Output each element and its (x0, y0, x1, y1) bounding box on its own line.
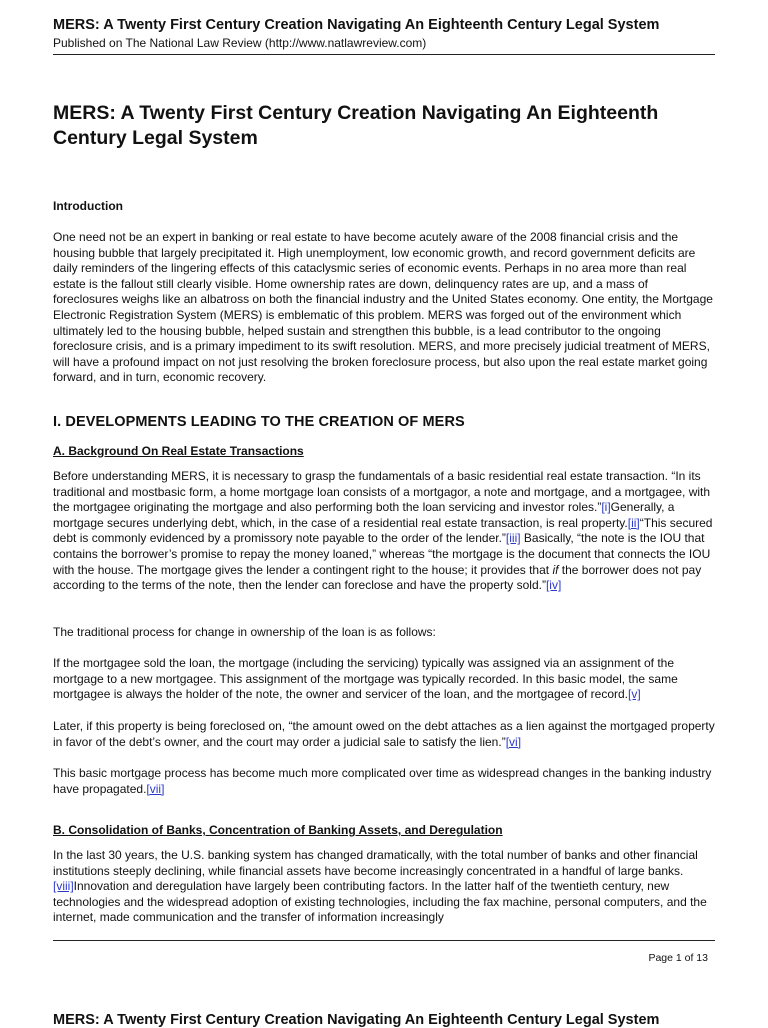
page-header (53, 16, 715, 51)
paragraph-b1 (53, 848, 715, 926)
intro-heading: Introduction (53, 199, 123, 213)
footer-divider (53, 940, 715, 941)
header-published-line: Published on The National Law Review (http://www.natlawreview.com) (53, 36, 427, 50)
paragraph-a1-text-1: Before understanding MERS, it is necessary to grasp the fundamentals of a basic residential real estate transaction. “In its traditional and mostbasic form, a home mortgage loan consists of a mortgagor, a note and mortgage, and a mortgagee, with the mortgagee originating the mortgage and also performing both the loan servicing and investor roles.” (53, 469, 711, 515)
subsection-a-heading: A. Background On Real Estate Transactions (53, 444, 304, 458)
footnote-link-iii[interactable]: [iii] (505, 531, 521, 546)
paragraph-a3-text: If the mortgagee sold the loan, the mortgage (including the servicing) typically was assigned via an assignment of the mortgage to a new mortgagee. This assignment of the mortgage was typically recorded. In this basic model, the same mortgagee is always the holder of the note, the owner and servicer of the loan, and the mortgagee of record. (53, 656, 678, 702)
article-body (53, 101, 715, 925)
paragraph-a3 (53, 656, 715, 703)
paragraph-a5-text: This basic mortgage process has become much more complicated over time as widespread changes in the banking industry have propagated. (53, 766, 712, 796)
intro-paragraph: One need not be an expert in banking or real estate to have become acutely aware of the 2008 financial crisis and the housing bubble that largely precipitated it. High unemployment, low economic growth, and record government deficits are daily reminders of the lingering effects of this cataclysmic series of economic events. Perhaps in no area more than real estate is the fallout still clearly visible. Home ownership rates are down, delinquency rates are up, and a mass of foreclosures weighs like an albatross on both the financial industry and the United States economy. One entity, the Mortgage Electronic Registration System (MERS) is emblematic of this problem. MERS was forged out of the environment which ultimately led to the housing bubble, helped sustain and strengthen this bubble, is a lead contributor to the ongoing foreclosure crisis, and is a primary impediment to its swift resolution. MERS, and more precisely judicial treatment of MERS, will have a profound impact on not just resolving the broken foreclosure process, but also upon the real estate market going forward, and in turn, economic recovery. (53, 230, 713, 385)
next-page-header-title: MERS: A Twenty First Century Creation Navigating An Eighteenth Century Legal System (53, 1012, 660, 1028)
paragraph-b1-text-1: In the last 30 years, the U.S. banking system has changed dramatically, with the total number of banks and other financial institutions steeply declining, while financial assets have become increasingly concentrated in a handful of large banks. (53, 848, 698, 878)
footnote-link-ii[interactable]: [ii] (627, 515, 640, 530)
paragraph-b1-text-2: Innovation and deregulation have largely been contributing factors. In the latter half of the twentieth century, new technologies and the widespread adoption of existing technologies, including the fax machine, personal computers, and the internet, made communication and the transfer of information increasingly (53, 879, 707, 925)
header-divider (53, 54, 715, 55)
paragraph-a1-emphasis: if (552, 562, 559, 577)
paragraph-a1-text-2: Generally, a mortgage secures underlying debt, which, in the case of a residential real estate transaction, is real property. (53, 500, 675, 530)
paragraph-a1 (53, 469, 715, 594)
footnote-link-v[interactable]: [v] (628, 687, 641, 702)
article-title: MERS: A Twenty First Century Creation Navigating An Eighteenth Century Legal System (53, 102, 659, 149)
subsection-b-heading: B. Consolidation of Banks, Concentration of Banking Assets, and Deregulation (53, 823, 503, 837)
section-1-heading: I. DEVELOPMENTS LEADING TO THE CREATION OF MERS (53, 414, 465, 430)
paragraph-a1-text-5: the borrower does not pay according to the terms of the note, then the lender can foreclose and have the property sold.” (53, 562, 702, 593)
paragraph-a1-text-3: “This secured debt is commonly evidenced by a promissory note payable to the order of the lender.” (53, 515, 713, 546)
footnote-link-vii[interactable]: [vii] (146, 781, 165, 796)
paragraph-a1-text-4: Basically, “the note is the IOU that contains the borrower’s promise to repay the money loaned,” whereas “the mortgage is the document that connects the IOU with the house. The mortgage gives the lender a contingent right to the house; it provides that (53, 531, 711, 577)
footnote-link-i[interactable]: [i] (601, 500, 611, 515)
paragraph-a2: The traditional process for change in ownership of the loan is as follows: (53, 625, 436, 639)
paragraph-a4 (53, 719, 715, 750)
footnote-link-iv[interactable]: [iv] (545, 578, 562, 593)
header-title: MERS: A Twenty First Century Creation Navigating An Eighteenth Century Legal System (53, 17, 660, 33)
footnote-link-vi[interactable]: [vi] (505, 734, 522, 749)
paragraph-a5 (53, 766, 715, 797)
paragraph-a4-text: Later, if this property is being foreclosed on, “the amount owed on the debt attaches as a lien against the mortgaged property in favor of the debt’s owner, and the court may order a judicial sale to satisfy the lien.” (53, 719, 715, 749)
page-number: Page 1 of 13 (648, 952, 708, 964)
footnote-link-viii[interactable]: [viii] (53, 879, 74, 894)
